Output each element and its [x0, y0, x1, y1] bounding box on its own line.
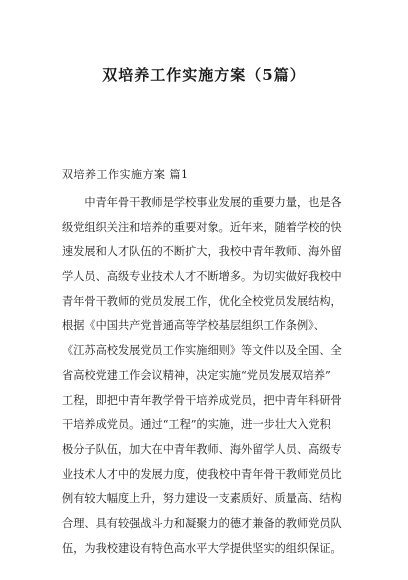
paragraph-line: 伍，为我校建设有特色高水平大学提供坚实的组织保证。 — [62, 541, 342, 555]
paragraph-line: 工程，即把中青年教学骨干培养成党员，把中青年科研骨 — [62, 393, 342, 407]
section-heading: 双培养工作实施方案 篇1 — [62, 168, 189, 181]
paragraph-line: 省高校党建工作会议精神，决定实施“党员发展双培养” — [62, 368, 331, 382]
paragraph-line: 速发展和人才队伍的不断扩大，我校中青年教师、海外留 — [62, 245, 342, 259]
document-title: 双培养工作实施方案（5篇） — [102, 66, 306, 84]
paragraph-line: 合理、具有较强战斗力和凝聚力的德才兼备的教师党员队 — [62, 516, 342, 530]
body-paragraph — [62, 191, 348, 561]
paragraph-line: 《江苏高校发展党员工作实施细则》等文件以及全国、全 — [62, 344, 342, 358]
paragraph-line: 极分子队伍，加大在中青年教师、海外留学人员、高级专 — [62, 442, 342, 456]
paragraph-line: 业技术人才中的发展力度，使我校中青年骨干教师党员比 — [62, 467, 342, 481]
paragraph-line: 根据《中国共产党普通高等学校基层组织工作条例》、 — [62, 319, 325, 333]
paragraph-line: 青年骨干教师的党员发展工作，优化全校党员发展结构， — [62, 294, 342, 308]
paragraph-line: 干培养成党员。通过“工程”的实施，进一步壮大入党积 — [62, 418, 331, 432]
paragraph-line: 学人员、高级专业技术人才不断增多。为切实做好我校中 — [62, 270, 342, 284]
paragraph-line: 级党组织关注和培养的重要对象。近年来，随着学校的快 — [62, 220, 342, 234]
paragraph-line: 中青年骨干教师是学校事业发展的重要力量，也是各 — [62, 196, 342, 209]
paragraph-line: 例有较大幅度上升，努力建设一支素质好、质量高、结构 — [62, 492, 342, 506]
